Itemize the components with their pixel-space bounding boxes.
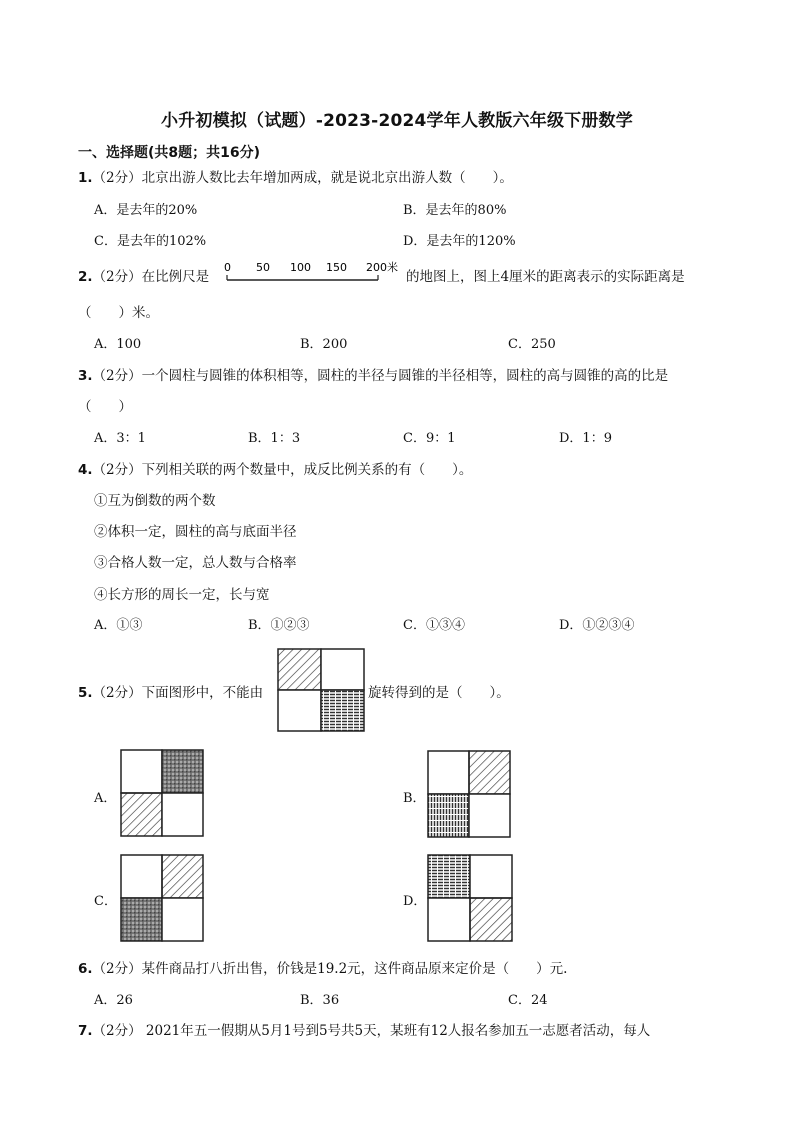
- question-text-before: 在比例尺是: [141, 269, 210, 285]
- question-text: 一个圆柱与圆锥的体积相等，圆柱的半径与圆锥的半径相等，圆柱的高与圆锥的高的比是: [141, 368, 669, 384]
- option-c[interactable]: C．是去年的102%: [94, 234, 207, 249]
- reference-figure: [277, 648, 365, 732]
- question-6: [78, 957, 567, 977]
- question-number: 5.: [78, 685, 93, 701]
- option-a[interactable]: A．100: [94, 337, 142, 352]
- question-score: （2分）: [92, 368, 142, 384]
- question-score: （2分）: [92, 170, 142, 186]
- question-text-after: 的地图上，图上4厘米的距离表示的实际距离是: [406, 269, 685, 285]
- option-d[interactable]: D．①②③④: [559, 618, 635, 633]
- question-5: [78, 681, 263, 701]
- question-number: 4.: [78, 462, 93, 478]
- option-b[interactable]: B．36: [300, 993, 340, 1008]
- question-score: （2分）: [92, 1023, 142, 1039]
- question-2: [78, 265, 209, 285]
- question-text-before: 下面图形中，不能由: [141, 685, 264, 701]
- option-d-figure[interactable]: [427, 854, 513, 942]
- question-1: [78, 166, 513, 186]
- option-c[interactable]: C．250: [508, 337, 556, 352]
- option-b[interactable]: B．200: [300, 337, 348, 352]
- option-c[interactable]: C．9：1: [403, 431, 456, 446]
- question-text: 北京出游人数比去年增加两成，就是说北京出游人数（ ）。: [141, 170, 513, 186]
- option-d-label[interactable]: D．: [403, 894, 427, 909]
- option-c[interactable]: C．24: [508, 993, 548, 1008]
- question-number: 6.: [78, 961, 93, 977]
- question-text: 2021年五一假期从5月1号到5号共5天，某班有12人报名参加五一志愿者活动，每人: [141, 1023, 651, 1039]
- option-b-label[interactable]: B．: [403, 791, 426, 806]
- question-score: （2分）: [92, 961, 142, 977]
- question-4: [78, 458, 472, 478]
- question-text-line2: （ ）米。: [78, 305, 159, 321]
- question-number: 2.: [78, 269, 93, 285]
- scale-label: 50: [256, 261, 270, 274]
- question-score: （2分）: [92, 462, 142, 478]
- scale-label: 100: [290, 261, 311, 274]
- option-b-figure[interactable]: [427, 750, 511, 838]
- option-c-figure[interactable]: [120, 854, 204, 942]
- option-d[interactable]: D．是去年的120%: [403, 234, 516, 249]
- option-d[interactable]: D．1：9: [559, 431, 612, 446]
- option-b[interactable]: B．是去年的80%: [403, 203, 507, 218]
- question-3: [78, 364, 668, 384]
- option-c-label[interactable]: C．: [94, 894, 117, 909]
- question-text: 下列相关联的两个数量中，成反比例关系的有（ ）。: [141, 462, 473, 478]
- statement-4: ④长方形的周长一定，长与宽: [94, 587, 270, 603]
- option-c[interactable]: C．①③④: [403, 618, 465, 633]
- question-7: [78, 1019, 650, 1039]
- option-b[interactable]: B．①②③: [248, 618, 310, 633]
- question-score: （2分）: [92, 269, 142, 285]
- option-b[interactable]: B．1：3: [248, 431, 301, 446]
- question-number: 1.: [78, 170, 93, 186]
- option-a[interactable]: A．3：1: [94, 431, 146, 446]
- option-a[interactable]: A．①③: [94, 618, 143, 633]
- scale-label: 0: [224, 261, 231, 274]
- question-text-after: 旋转得到的是（ ）。: [368, 685, 510, 701]
- statement-1: ①互为倒数的两个数: [94, 493, 216, 509]
- question-score: （2分）: [92, 685, 142, 701]
- section-heading: 一、选择题(共8题；共16分): [78, 145, 261, 161]
- question-text: 某件商品打八折出售，价钱是19.2元，这件商品原来定价是（ ）元.: [141, 961, 568, 977]
- option-a[interactable]: A．26: [94, 993, 133, 1008]
- statement-3: ③合格人数一定，总人数与合格率: [94, 555, 297, 571]
- scale-label: 200米: [366, 261, 398, 274]
- option-a-figure[interactable]: [120, 749, 204, 837]
- question-number: 3.: [78, 368, 93, 384]
- option-a-label[interactable]: A．: [94, 791, 117, 806]
- question-number: 7.: [78, 1023, 93, 1039]
- scale-bar-figure: [222, 260, 402, 284]
- option-a[interactable]: A．是去年的20%: [94, 203, 198, 218]
- statement-2: ②体积一定，圆柱的高与底面半径: [94, 524, 297, 540]
- scale-label: 150: [326, 261, 347, 274]
- question-text-line2: （ ）: [78, 399, 132, 415]
- page-title: 小升初模拟（试题）-2023-2024学年人教版六年级下册数学: [161, 111, 633, 131]
